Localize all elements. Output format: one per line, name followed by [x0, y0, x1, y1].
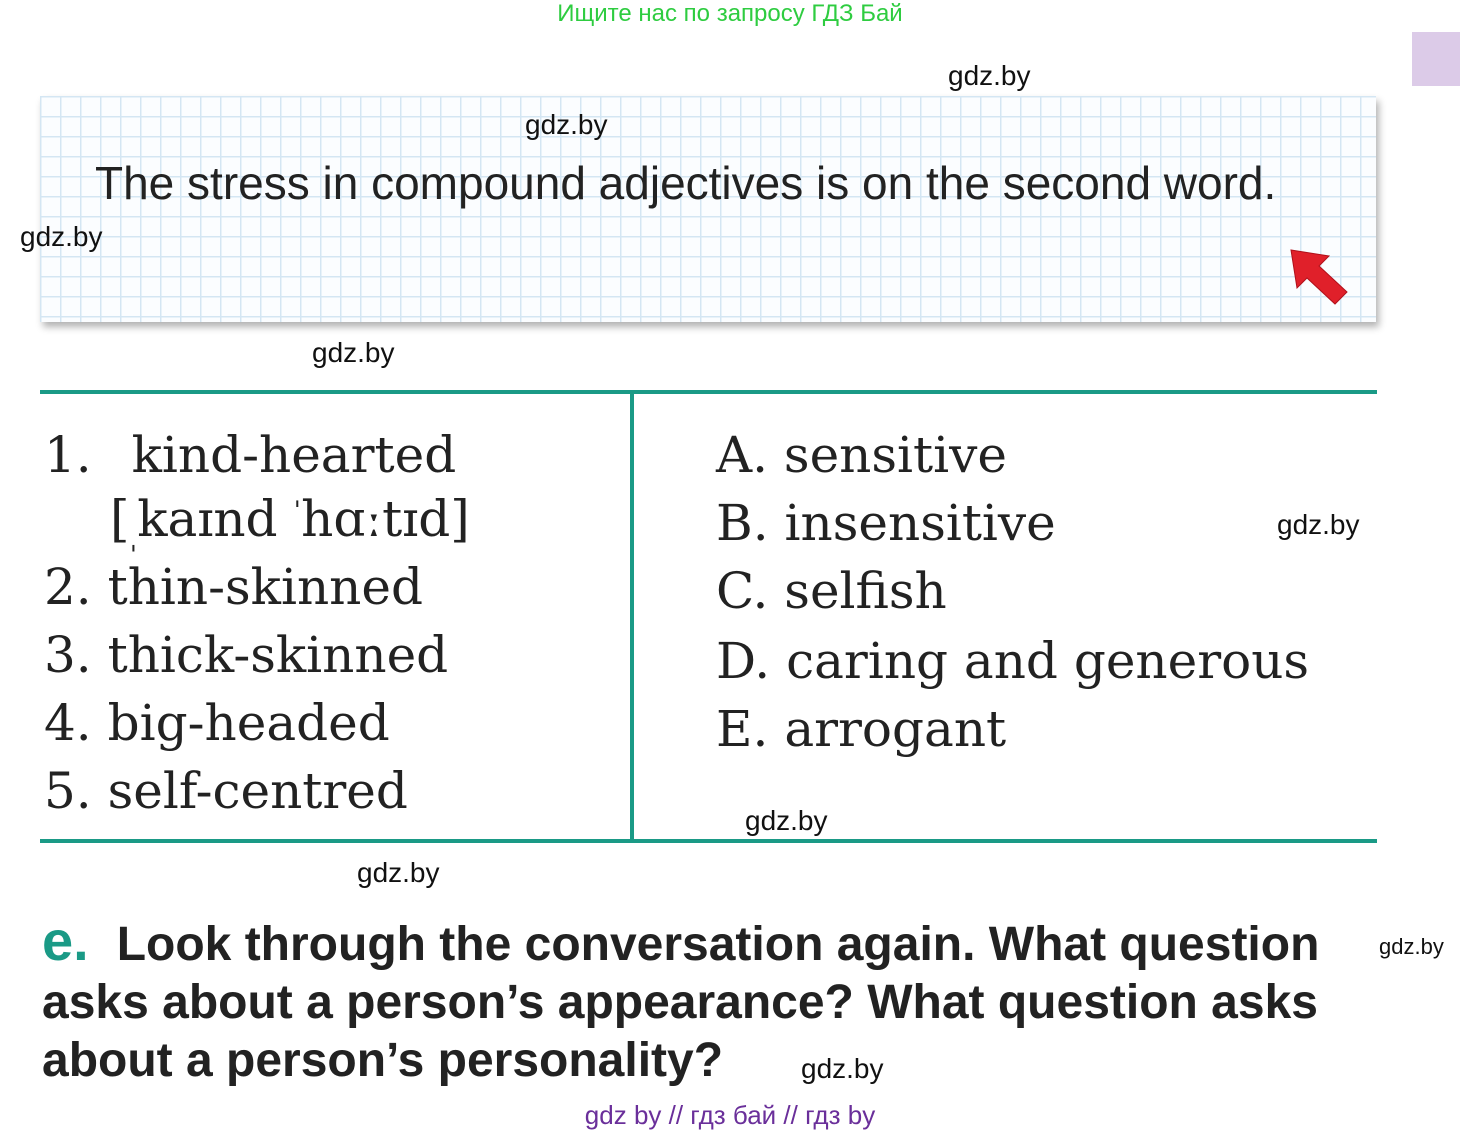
item-word: arrogant: [784, 700, 1007, 758]
list-item: [716, 632, 1310, 690]
item-letter: C.: [716, 562, 769, 620]
item-letter: B.: [716, 494, 769, 552]
note-card: [40, 96, 1376, 322]
watermark: gdz.by: [357, 857, 440, 888]
watermark: gdz.by: [801, 1053, 884, 1084]
item-number: 5.: [44, 762, 92, 820]
list-item: [716, 700, 1007, 758]
item-number: 4.: [44, 694, 92, 752]
list-item: [716, 494, 1056, 552]
watermark: gdz.by: [1277, 509, 1360, 540]
watermark: gdz.by: [1379, 934, 1444, 959]
item-word: sensitive: [783, 426, 1007, 484]
list-item: [44, 558, 423, 616]
list-item: [44, 626, 449, 684]
exercise-letter: e.: [42, 909, 89, 972]
item-letter: E.: [716, 700, 769, 758]
table-top-rule: [40, 390, 1377, 394]
watermark: gdz.by: [525, 109, 608, 140]
watermark: gdz.by: [948, 60, 1031, 91]
item-letter: D.: [716, 632, 771, 690]
table-divider: [630, 392, 634, 842]
watermark: gdz.by: [20, 221, 103, 252]
item-word: big-headed: [107, 694, 390, 752]
corner-tab: [1412, 32, 1460, 86]
list-item: [716, 426, 1007, 484]
item-word: thick-skinned: [107, 626, 449, 684]
list-item: [44, 426, 457, 484]
item-word: caring and generous: [786, 632, 1310, 690]
list-item: [716, 562, 947, 620]
watermark: gdz.by: [745, 805, 828, 836]
item-word: selfish: [784, 562, 947, 620]
item-word: self-centred: [107, 762, 408, 820]
exercise-text: Look through the conversation again. What question asks about a person’s appearance? What question asks about a person’s personality?: [42, 918, 1320, 1087]
footer: gdz by // гдз бай // гдз by: [584, 1100, 876, 1130]
item-word: thin-skinned: [107, 558, 423, 616]
list-item: [44, 694, 390, 752]
item-letter: A.: [716, 426, 769, 484]
red-arrow-icon: [1285, 246, 1355, 306]
item-number: 3.: [44, 626, 92, 684]
exercise-e: [42, 909, 1382, 1090]
transcription: [$_ˌkaɪnd$ $^ˈ$hɑːtɪd]: [110, 490, 470, 555]
item-number: 1.: [44, 426, 92, 484]
item-number: 2.: [44, 558, 92, 616]
table-bottom-rule: [40, 839, 1377, 843]
top-banner: Ищите нас по запросу ГДЗ Бай: [557, 0, 903, 27]
list-item: [44, 762, 408, 820]
note-text: The stress in compound adjectives is on the second word.: [95, 157, 1277, 209]
item-word: kind-hearted: [131, 426, 457, 484]
item-word: insensitive: [784, 494, 1056, 552]
watermark: gdz.by: [312, 337, 395, 368]
